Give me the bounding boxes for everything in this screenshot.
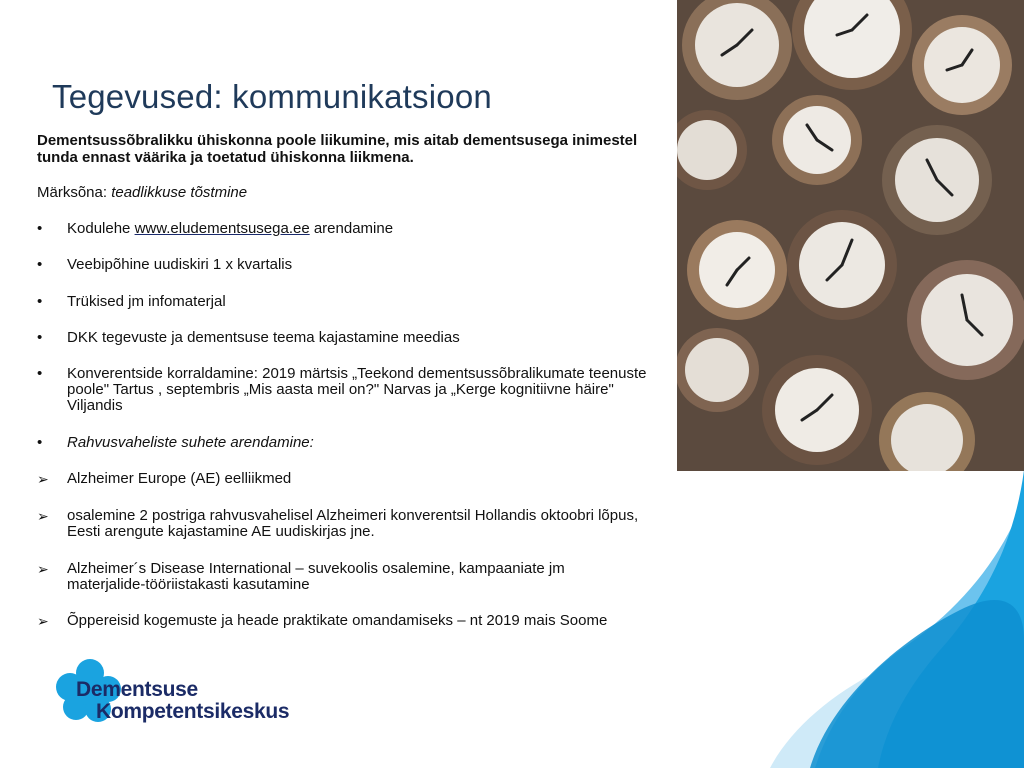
keyword-line [37,184,247,201]
arrow-bullet-icon: ➢ [37,613,49,629]
arrow-item [37,613,677,629]
list-item [37,435,677,451]
bullet-marker: • [37,220,43,237]
list-item [37,366,677,414]
bullet-text: Rahvusvaheliste suhete arendamine: [67,434,314,451]
bullet-text: Kodulehe [67,220,135,237]
bullet-marker: • [37,365,43,382]
arrow-bullet-icon: ➢ [37,561,49,577]
arrow-text: Õppereisid kogemuste ja heade praktikate omandamiseks – nt 2019 mais Soome [67,612,608,629]
arrow-item [37,471,677,487]
keyword-value: teadlikkuse tõstmine [111,184,248,201]
arrow-text: osalemine 2 postriga rahvusvahelisel Alzheimeri konverentsil Hollandis oktoobri lõpus, Eesti arengute kajastamine AE uudiskirjas jne. [67,507,639,540]
bullet-marker: • [37,256,43,273]
list-item [37,294,677,310]
list-item [37,257,677,273]
bullet-text: arendamine [309,220,394,237]
arrow-item [37,561,677,593]
bullet-marker: • [37,329,43,346]
bullet-marker: • [37,434,43,451]
dementsuse-logo [50,655,310,725]
wave-shape-bottom [810,600,1024,768]
slide-title: Tegevused: kommunikatsioon [52,78,492,115]
bullet-text: Veebipõhine uudiskiri 1 x kvartalis [67,256,293,273]
clocks-photo [677,0,1024,471]
arrow-text: Alzheimer´s Disease International – suvekoolis osalemine, kampaaniate jm materjalide-tööriistakasti kasutamine [67,560,565,593]
website-link[interactable]: www.eludementsusega.ee [134,220,310,237]
list-item [37,330,677,346]
arrow-item [37,508,677,540]
bullet-text: Konverentside korraldamine: 2019 märtsis „Teekond dementsussõbralikumate teenuste poole" Tartus , septembris „Mis aasta meil on?" Narvas ja „Kerge kognitiivne häire" Viljandis [67,365,647,414]
bullet-text: Trükised jm infomaterjal [67,293,226,310]
logo-line1: Dementsuse [76,678,198,701]
arrow-bullet-icon: ➢ [37,471,49,487]
bullet-marker: • [37,293,43,310]
arrow-text: Alzheimer Europe (AE) eelliikmed [67,470,292,487]
intro-text: Dementsussõbralikku ühiskonna poole liikumine, mis aitab dementsusega inimestel tunda ennast väärika ja toetatud ühiskonna liikmena. [37,132,638,166]
list-item [37,221,677,237]
logo-line2: Kompetentsikeskus [96,700,290,723]
bullet-text: DKK tegevuste ja dementsuse teema kajastamine meedias [67,329,460,346]
arrow-bullet-icon: ➢ [37,508,49,524]
keyword-label: Märksõna: [37,184,112,201]
